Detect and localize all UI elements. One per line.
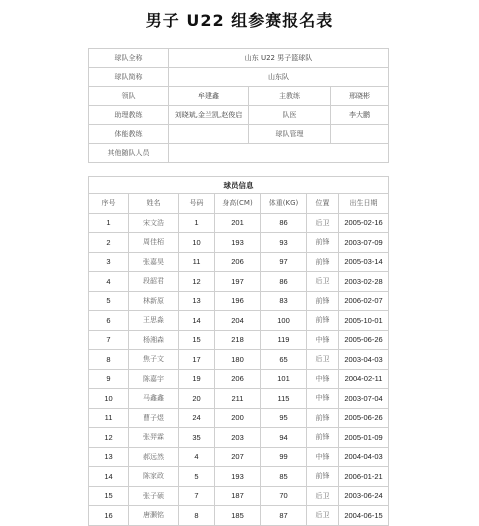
- fitness-coach-label: 体能教练: [89, 125, 169, 144]
- player-number: 24: [179, 408, 215, 428]
- player-weight: 86: [261, 272, 307, 292]
- player-birth-date: 2004-02-11: [339, 369, 389, 389]
- other-staff-value: [169, 144, 389, 163]
- player-birth-date: 2003-06-24: [339, 486, 389, 506]
- player-birth-date: 2005-06-26: [339, 408, 389, 428]
- player-position: 前锋: [307, 252, 339, 272]
- player-height: 187: [215, 486, 261, 506]
- player-index: 2: [89, 233, 129, 253]
- player-position: 中锋: [307, 330, 339, 350]
- assistant-coach-label: 助理教练: [89, 106, 169, 125]
- header-position: 位置: [307, 194, 339, 214]
- player-position: 前锋: [307, 428, 339, 448]
- assistant-coach-value: 刘晓斌,金兰凯,赵俊启: [169, 106, 249, 125]
- player-number: 12: [179, 272, 215, 292]
- player-number: 1: [179, 213, 215, 233]
- player-name: 马鑫鑫: [129, 389, 179, 409]
- table-row: [89, 486, 389, 506]
- player-position: 中锋: [307, 369, 339, 389]
- player-height: 197: [215, 272, 261, 292]
- table-row: [89, 252, 389, 272]
- table-row: [89, 389, 389, 409]
- player-weight: 86: [261, 213, 307, 233]
- player-number: 5: [179, 467, 215, 487]
- table-row: [89, 291, 389, 311]
- player-position: 中锋: [307, 389, 339, 409]
- page-title: 男子 U22 组参赛报名表: [145, 11, 334, 30]
- player-height: 201: [215, 213, 261, 233]
- player-index: 12: [89, 428, 129, 448]
- player-position: 前锋: [307, 233, 339, 253]
- player-number: 14: [179, 311, 215, 331]
- table-row: [89, 330, 389, 350]
- player-index: 6: [89, 311, 129, 331]
- player-name: 曹子煜: [129, 408, 179, 428]
- player-number: 7: [179, 486, 215, 506]
- player-height: 180: [215, 350, 261, 370]
- player-name: 周佳栢: [129, 233, 179, 253]
- player-name: 陈嘉宇: [129, 369, 179, 389]
- team-short-label: 球队简称: [89, 68, 169, 87]
- player-position: 后卫: [307, 350, 339, 370]
- player-height: 218: [215, 330, 261, 350]
- doctor-value: 李大鹏: [331, 106, 389, 125]
- player-index: 9: [89, 369, 129, 389]
- player-birth-date: 2005-02-16: [339, 213, 389, 233]
- player-number: 13: [179, 291, 215, 311]
- player-number: 35: [179, 428, 215, 448]
- roster-body: [89, 213, 389, 525]
- player-name: 宋文浩: [129, 213, 179, 233]
- table-row: [89, 428, 389, 448]
- player-birth-date: 2005-03-14: [339, 252, 389, 272]
- player-name: 张嘉昊: [129, 252, 179, 272]
- player-weight: 93: [261, 233, 307, 253]
- player-name: 郝远然: [129, 447, 179, 467]
- player-number: 19: [179, 369, 215, 389]
- player-index: 13: [89, 447, 129, 467]
- roster-section-title: 球员信息: [89, 177, 389, 194]
- player-weight: 94: [261, 428, 307, 448]
- roster-header-row: [89, 194, 389, 214]
- player-weight: 115: [261, 389, 307, 409]
- team-manager-label: 球队管理: [249, 125, 331, 144]
- player-birth-date: 2006-01-21: [339, 467, 389, 487]
- table-row: [89, 272, 389, 292]
- player-position: 后卫: [307, 486, 339, 506]
- player-position: 前锋: [307, 291, 339, 311]
- player-number: 15: [179, 330, 215, 350]
- team-name-value: 山东 U22 男子篮球队: [169, 49, 389, 68]
- player-height: 200: [215, 408, 261, 428]
- table-row: [89, 506, 389, 526]
- table-row: [89, 213, 389, 233]
- player-index: 10: [89, 389, 129, 409]
- player-birth-date: 2003-04-03: [339, 350, 389, 370]
- header-weight: 体重(KG): [261, 194, 307, 214]
- player-index: 5: [89, 291, 129, 311]
- player-weight: 101: [261, 369, 307, 389]
- player-birth-date: 2003-02-28: [339, 272, 389, 292]
- player-weight: 119: [261, 330, 307, 350]
- doctor-label: 队医: [249, 106, 331, 125]
- player-index: 8: [89, 350, 129, 370]
- player-position: 前锋: [307, 311, 339, 331]
- player-name: 王思淼: [129, 311, 179, 331]
- player-index: 16: [89, 506, 129, 526]
- team-info-table: [88, 48, 389, 163]
- player-birth-date: 2004-04-03: [339, 447, 389, 467]
- player-position: 前锋: [307, 408, 339, 428]
- player-height: 196: [215, 291, 261, 311]
- player-birth-date: 2005-06-26: [339, 330, 389, 350]
- leader-value: 牟建鑫: [169, 87, 249, 106]
- leader-row: [89, 87, 389, 106]
- player-position: 前锋: [307, 467, 339, 487]
- player-number: 17: [179, 350, 215, 370]
- table-row: [89, 408, 389, 428]
- player-height: 203: [215, 428, 261, 448]
- player-position: 后卫: [307, 272, 339, 292]
- player-index: 4: [89, 272, 129, 292]
- player-name: 陈家政: [129, 467, 179, 487]
- player-birth-date: 2004-06-15: [339, 506, 389, 526]
- player-name: 张羿霖: [129, 428, 179, 448]
- player-height: 185: [215, 506, 261, 526]
- player-height: 193: [215, 233, 261, 253]
- player-birth-date: 2003-07-04: [339, 389, 389, 409]
- player-name: 焦子文: [129, 350, 179, 370]
- table-row: [89, 447, 389, 467]
- player-index: 1: [89, 213, 129, 233]
- player-weight: 65: [261, 350, 307, 370]
- roster-section-row: [89, 177, 389, 194]
- player-height: 206: [215, 369, 261, 389]
- header-height: 身高(CM): [215, 194, 261, 214]
- table-row: [89, 350, 389, 370]
- player-index: 7: [89, 330, 129, 350]
- player-height: 211: [215, 389, 261, 409]
- player-weight: 100: [261, 311, 307, 331]
- player-birth-date: 2005-01-09: [339, 428, 389, 448]
- table-row: [89, 233, 389, 253]
- leader-label: 领队: [89, 87, 169, 106]
- player-weight: 87: [261, 506, 307, 526]
- team-name-row: [89, 49, 389, 68]
- player-index: 3: [89, 252, 129, 272]
- player-birth-date: 2005-10-01: [339, 311, 389, 331]
- player-index: 14: [89, 467, 129, 487]
- player-height: 193: [215, 467, 261, 487]
- team-short-row: [89, 68, 389, 87]
- header-index: 序号: [89, 194, 129, 214]
- player-birth-date: 2006-02-07: [339, 291, 389, 311]
- header-number: 号码: [179, 194, 215, 214]
- fitness-row: [89, 125, 389, 144]
- team-short-value: 山东队: [169, 68, 389, 87]
- player-position: 后卫: [307, 213, 339, 233]
- player-roster-table: [88, 176, 389, 526]
- player-weight: 85: [261, 467, 307, 487]
- player-position: 中锋: [307, 447, 339, 467]
- player-name: 林新原: [129, 291, 179, 311]
- header-name: 姓名: [129, 194, 179, 214]
- player-position: 后卫: [307, 506, 339, 526]
- assistant-row: [89, 106, 389, 125]
- player-height: 204: [215, 311, 261, 331]
- player-index: 11: [89, 408, 129, 428]
- table-row: [89, 369, 389, 389]
- player-name: 张子硕: [129, 486, 179, 506]
- table-row: [89, 311, 389, 331]
- player-height: 207: [215, 447, 261, 467]
- head-coach-label: 主教练: [249, 87, 331, 106]
- player-weight: 95: [261, 408, 307, 428]
- head-coach-value: 邢晓彬: [331, 87, 389, 106]
- player-number: 11: [179, 252, 215, 272]
- other-staff-label: 其他随队人员: [89, 144, 169, 163]
- player-name: 唐灏铭: [129, 506, 179, 526]
- header-birth-date: 出生日期: [339, 194, 389, 214]
- player-index: 15: [89, 486, 129, 506]
- player-weight: 70: [261, 486, 307, 506]
- player-name: 杨湘森: [129, 330, 179, 350]
- player-number: 4: [179, 447, 215, 467]
- player-weight: 97: [261, 252, 307, 272]
- team-name-label: 球队全称: [89, 49, 169, 68]
- player-height: 206: [215, 252, 261, 272]
- player-number: 8: [179, 506, 215, 526]
- player-number: 10: [179, 233, 215, 253]
- player-weight: 83: [261, 291, 307, 311]
- player-birth-date: 2003-07-09: [339, 233, 389, 253]
- player-name: 段韶君: [129, 272, 179, 292]
- table-row: [89, 467, 389, 487]
- player-number: 20: [179, 389, 215, 409]
- team-manager-value: [331, 125, 389, 144]
- player-weight: 99: [261, 447, 307, 467]
- fitness-coach-value: [169, 125, 249, 144]
- other-staff-row: [89, 144, 389, 163]
